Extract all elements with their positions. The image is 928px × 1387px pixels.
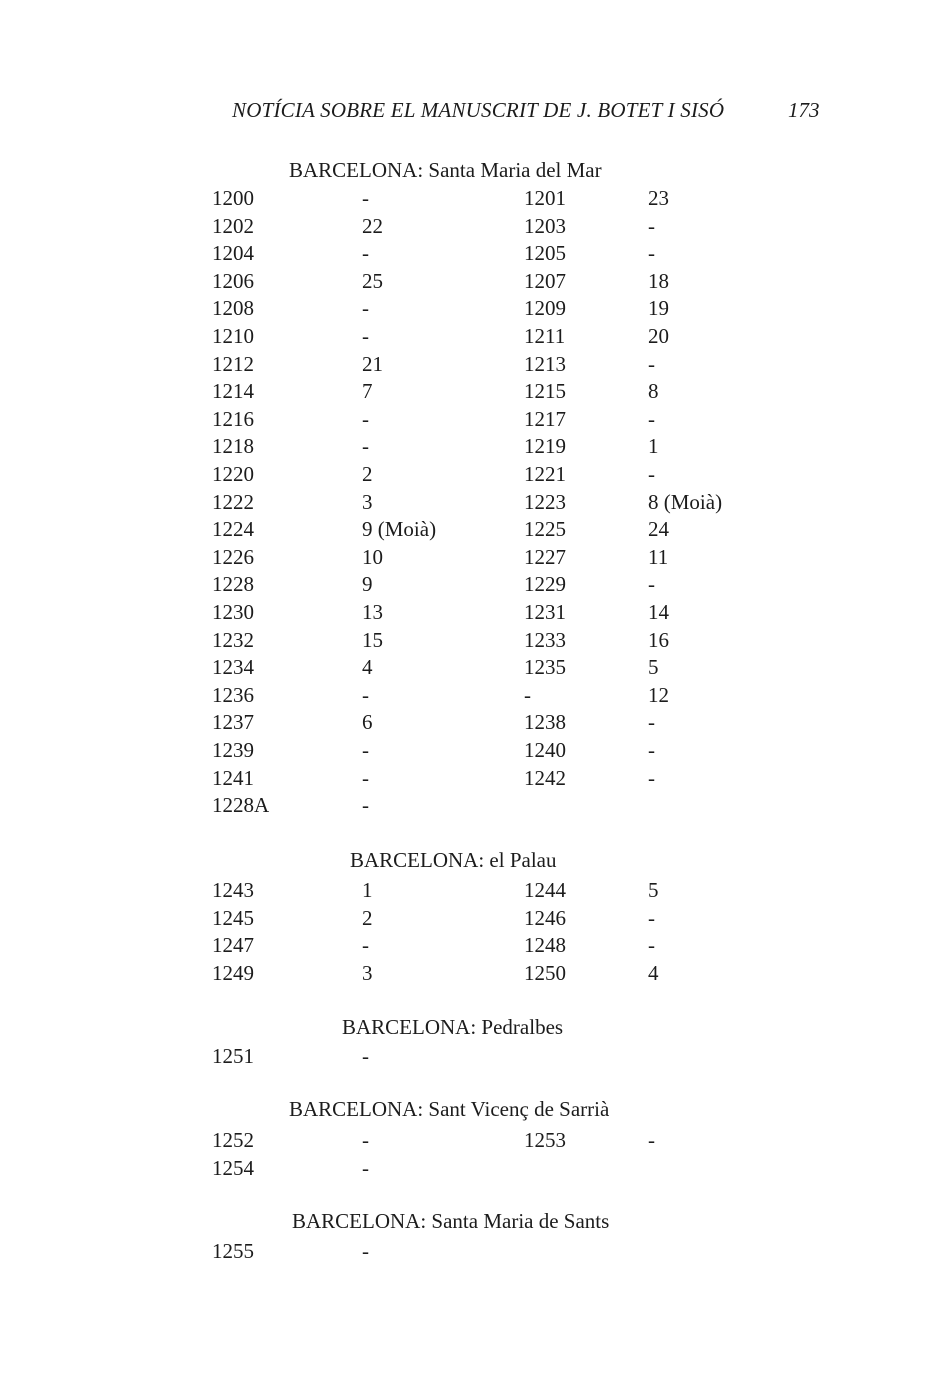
entry-number-right: 1242 [524,765,566,790]
section-heading: BARCELONA: el Palau [350,848,557,872]
table-row [0,653,928,681]
entry-number-left: 1216 [212,406,254,431]
entry-number-right: 1250 [524,960,566,985]
table-row [0,791,928,819]
entry-value-left: 3 [362,489,373,514]
entry-value-right: 11 [648,544,669,569]
entry-value-left: - [362,682,369,707]
entry-value-right: 1 [648,434,659,459]
entry-value-left: - [362,186,369,210]
table-row [0,764,928,792]
entry-value-left: 2 [362,905,373,930]
table-row [0,904,928,932]
entry-value-right: - [648,351,655,376]
entry-value-right: - [648,572,655,597]
table-row [0,184,928,212]
table-row [0,681,928,709]
table-row [0,1237,928,1265]
section-heading: BARCELONA: Santa Maria de Sants [292,1209,610,1233]
entry-number-left: 1220 [212,462,254,486]
entry-value-left: 7 [362,379,373,404]
entry-value-left: 3 [362,960,373,985]
entry-number-right: 1253 [524,1128,566,1152]
running-header: NOTÍCIA SOBRE EL MANUSCRIT DE J. BOTET I SISÓ [232,98,725,122]
entry-number-right: 1209 [524,296,566,321]
entry-number-right: 1203 [524,213,566,238]
entry-value-right: 12 [648,682,669,707]
entry-value-left: - [362,793,369,818]
table-row [0,322,928,350]
entry-value-left: 25 [362,268,383,293]
table-row [0,212,928,240]
entry-number-right: 1219 [524,434,566,459]
entry-value-right: - [648,738,655,762]
table-row [0,1042,928,1070]
entry-number-left: 1254 [212,1156,254,1180]
entry-value-left: - [362,1156,369,1180]
entry-value-left: 15 [362,627,383,652]
entry-number-right: 1248 [524,933,566,958]
entry-number-right: 1233 [524,627,566,652]
entry-number-right: 1231 [524,600,566,624]
entry-number-left: 1206 [212,268,254,293]
entry-number-right: 1240 [524,738,566,762]
entry-value-left: 22 [362,213,383,238]
entry-value-right: 8 (Moià) [648,489,723,514]
entry-value-right: - [648,933,655,958]
entry-value-left: 13 [362,600,383,624]
entry-number-right: 1221 [524,462,566,486]
entry-number-right: - [524,682,531,707]
entry-value-left: - [362,738,369,762]
entry-number-left: 1236 [212,682,254,707]
entry-number-right: 1227 [524,544,566,569]
entry-number-right: 1238 [524,710,566,735]
entry-value-right: 20 [648,324,669,348]
table-row [0,350,928,378]
entry-number-left: 1204 [212,241,254,266]
entry-number-left: 1255 [212,1239,254,1263]
entry-number-right: 1215 [524,379,566,404]
table-row [0,543,928,571]
section-heading: BARCELONA: Santa Maria del Mar [289,158,602,182]
table-row [0,959,928,987]
entry-value-right: - [648,905,655,930]
entry-number-left: 1241 [212,765,254,790]
entry-value-left: 10 [362,544,383,569]
entry-number-left: 1243 [212,878,254,902]
section-heading: BARCELONA: Sant Vicenç de Sarrià [289,1097,610,1121]
entry-number-right: 1229 [524,572,566,597]
entry-number-left: 1200 [212,186,254,210]
entry-number-left: 1228A [212,793,270,818]
entry-value-left: - [362,406,369,431]
entry-value-left: 4 [362,655,373,680]
entry-number-left: 1208 [212,296,254,321]
table-row [0,708,928,736]
entry-number-right: 1246 [524,905,566,930]
entry-value-right: - [648,213,655,238]
entry-value-right: - [648,1128,655,1152]
entry-number-right: 1211 [524,324,566,348]
entry-value-right: 5 [648,655,659,680]
entry-value-left: - [362,296,369,321]
entry-value-left: - [362,765,369,790]
entry-number-left: 1251 [212,1044,254,1068]
entry-value-left: 9 (Moià) [362,517,437,542]
entry-value-right: 4 [648,960,659,985]
entry-number-left: 1228 [212,572,254,597]
entry-number-left: 1214 [212,379,254,404]
entry-number-left: 1249 [212,960,254,985]
entry-value-right: 5 [648,878,659,902]
table-row [0,432,928,460]
table-row [0,239,928,267]
entry-number-left: 1210 [212,324,254,348]
entry-number-left: 1212 [212,351,254,376]
entry-number-right: 1205 [524,241,566,266]
table-row [0,377,928,405]
entry-number-left: 1247 [212,933,254,958]
section-heading: BARCELONA: Pedralbes [342,1015,564,1039]
entry-number-right: 1235 [524,655,566,680]
entry-value-left: 21 [362,351,383,376]
entry-number-left: 1230 [212,600,254,624]
table-row [0,598,928,626]
entry-value-left: 1 [362,878,373,902]
entry-number-left: 1252 [212,1128,254,1152]
entry-value-right: 8 [648,379,659,404]
entry-value-left: - [362,241,369,266]
entry-value-left: - [362,434,369,459]
entry-value-right: 24 [648,517,669,542]
table-row [0,1154,928,1182]
entry-value-right: - [648,765,655,790]
entry-number-right: 1223 [524,489,566,514]
table-row [0,267,928,295]
table-row [0,876,928,904]
table-row [0,626,928,654]
entry-value-right: - [648,710,655,735]
table-row [0,460,928,488]
entry-number-left: 1222 [212,489,254,514]
entry-number-left: 1226 [212,544,254,569]
entry-value-right: 16 [648,627,669,652]
table-row [0,405,928,433]
entry-value-right: 23 [648,186,669,210]
entry-number-right: 1201 [524,186,566,210]
entry-value-left: - [362,1128,369,1152]
entry-value-right: - [648,462,655,486]
table-row [0,488,928,516]
entry-value-left: - [362,324,369,348]
table-row [0,294,928,322]
entry-number-left: 1202 [212,213,254,238]
entry-number-right: 1217 [524,406,566,431]
entry-number-left: 1234 [212,655,254,680]
entry-number-left: 1239 [212,738,254,762]
entry-number-left: 1224 [212,517,254,542]
entry-number-right: 1213 [524,351,566,376]
entry-value-left: 9 [362,572,373,597]
entry-number-left: 1232 [212,627,254,652]
entry-number-right: 1207 [524,268,566,293]
entry-number-left: 1245 [212,905,254,930]
table-row [0,736,928,764]
entry-value-right: - [648,241,655,266]
page-number: 173 [788,98,820,122]
entry-value-right: 19 [648,296,669,321]
entry-value-left: - [362,1239,369,1263]
entry-number-right: 1225 [524,517,566,542]
entry-value-left: - [362,1044,369,1068]
table-row [0,570,928,598]
entry-value-right: - [648,406,655,431]
table-row [0,515,928,543]
entry-value-right: 18 [648,268,669,293]
entry-value-left: - [362,933,369,958]
table-row [0,1126,928,1154]
entry-value-right: 14 [648,600,669,624]
entry-value-left: 2 [362,462,373,486]
entry-value-left: 6 [362,710,373,735]
entry-number-right: 1244 [524,878,566,902]
entry-number-left: 1237 [212,710,254,735]
entry-number-left: 1218 [212,434,254,459]
table-row [0,931,928,959]
